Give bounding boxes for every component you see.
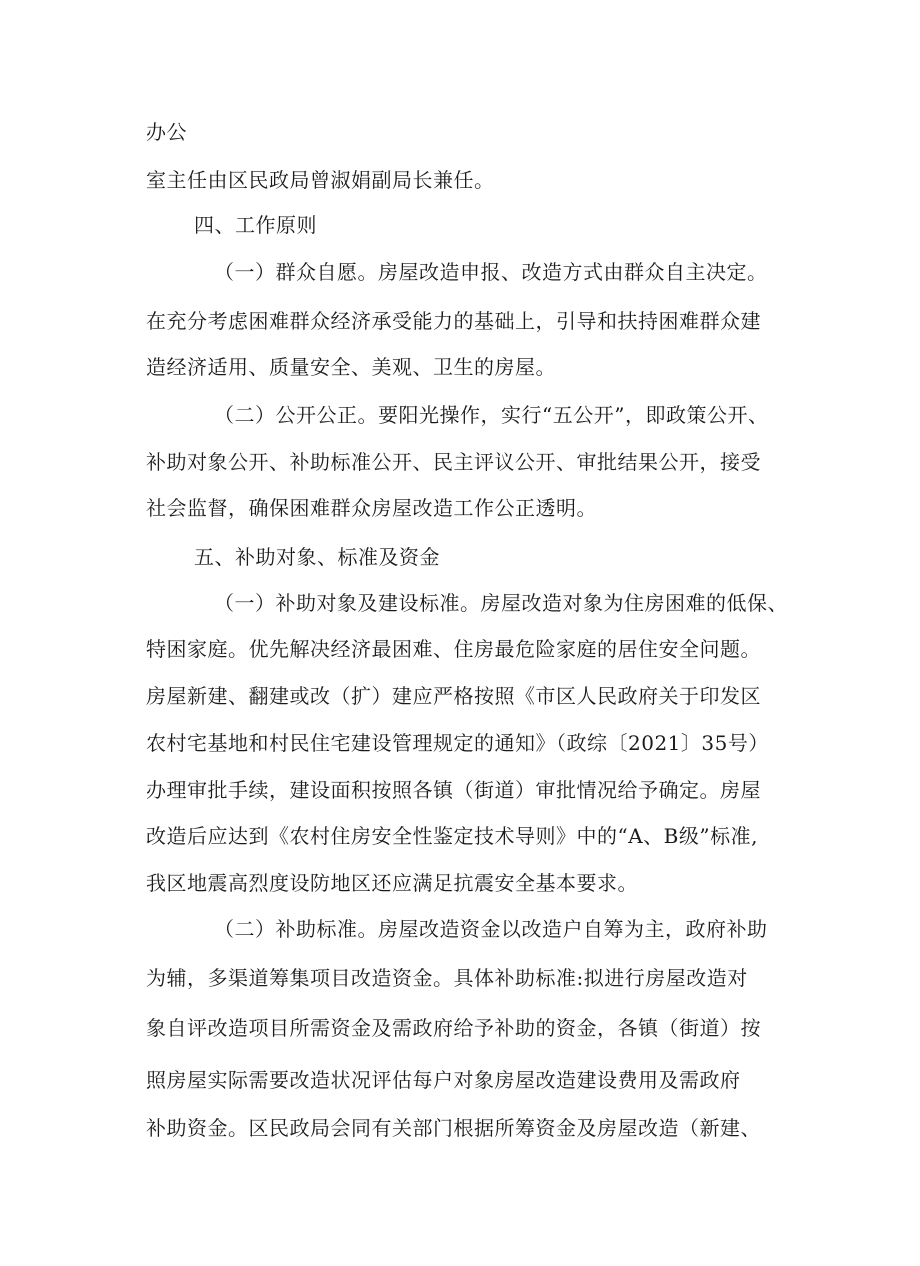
text-line: （二）补助标准。房屋改造资金以改造户自筹为主，政府补助 — [214, 917, 768, 941]
text-line: 特困家庭。优先解决经济最困难、住房最危险家庭的居住安全问题。 — [146, 637, 761, 661]
text-line: 象自评改造项目所需资金及需政府给予补助的资金，各镇（街道）按 — [146, 1016, 761, 1040]
section-heading: 四、工作原则 — [194, 213, 317, 237]
text-line: （二）公开公正。要阳光操作，实行“五公开”，即政策公开、 — [214, 403, 769, 427]
text-line: 社会监督，确保困难群众房屋改造工作公正透明。 — [146, 496, 597, 520]
text-line: 我区地震高烈度设防地区还应满足抗震安全基本要求。 — [146, 871, 638, 895]
text-line: 照房屋实际需要改造状况评估每户对象房屋改造建设费用及需政府 — [146, 1068, 741, 1092]
text-line: 补助资金。区民政局会同有关部门根据所筹资金及房屋改造（新建、 — [146, 1116, 761, 1140]
text-line: 补助对象公开、补助标准公开、民主评议公开、审批结果公开，接受 — [146, 450, 761, 474]
text-line: 造经济适用、质量安全、美观、卫生的房屋。 — [146, 355, 556, 379]
text-line: （一）补助对象及建设标准。房屋改造对象为住房困难的低保、 — [214, 591, 788, 615]
text-line: 农村宅基地和村民住宅建设管理规定的通知》（政综〔2021〕35号） — [146, 731, 769, 755]
text-line: 房屋新建、翻建或改（扩）建应严格按照《市区人民政府关于印发区 — [146, 684, 761, 708]
text-line: 室主任由区民政局曾淑娟副局长兼任。 — [146, 168, 495, 192]
text-line: 办理审批手续，建设面积按照各镇（街道）审批情况给予确定。房屋 — [146, 778, 761, 802]
text-line: 为辅，多渠道筹集项目改造资金。具体补助标准:拟进行房屋改造对 — [146, 966, 748, 990]
text-line: 办公 — [146, 120, 187, 144]
text-line: 改造后应达到《农村住房安全性鉴定技术导则》中的“A、B级”标准, — [146, 824, 758, 848]
text-line: （一）群众自愿。房屋改造申报、改造方式由群众自主决定。 — [214, 260, 768, 284]
section-heading: 五、补助对象、标准及资金 — [194, 545, 440, 569]
text-line: 在充分考虑困难群众经济承受能力的基础上，引导和扶持困难群众建 — [146, 309, 761, 333]
